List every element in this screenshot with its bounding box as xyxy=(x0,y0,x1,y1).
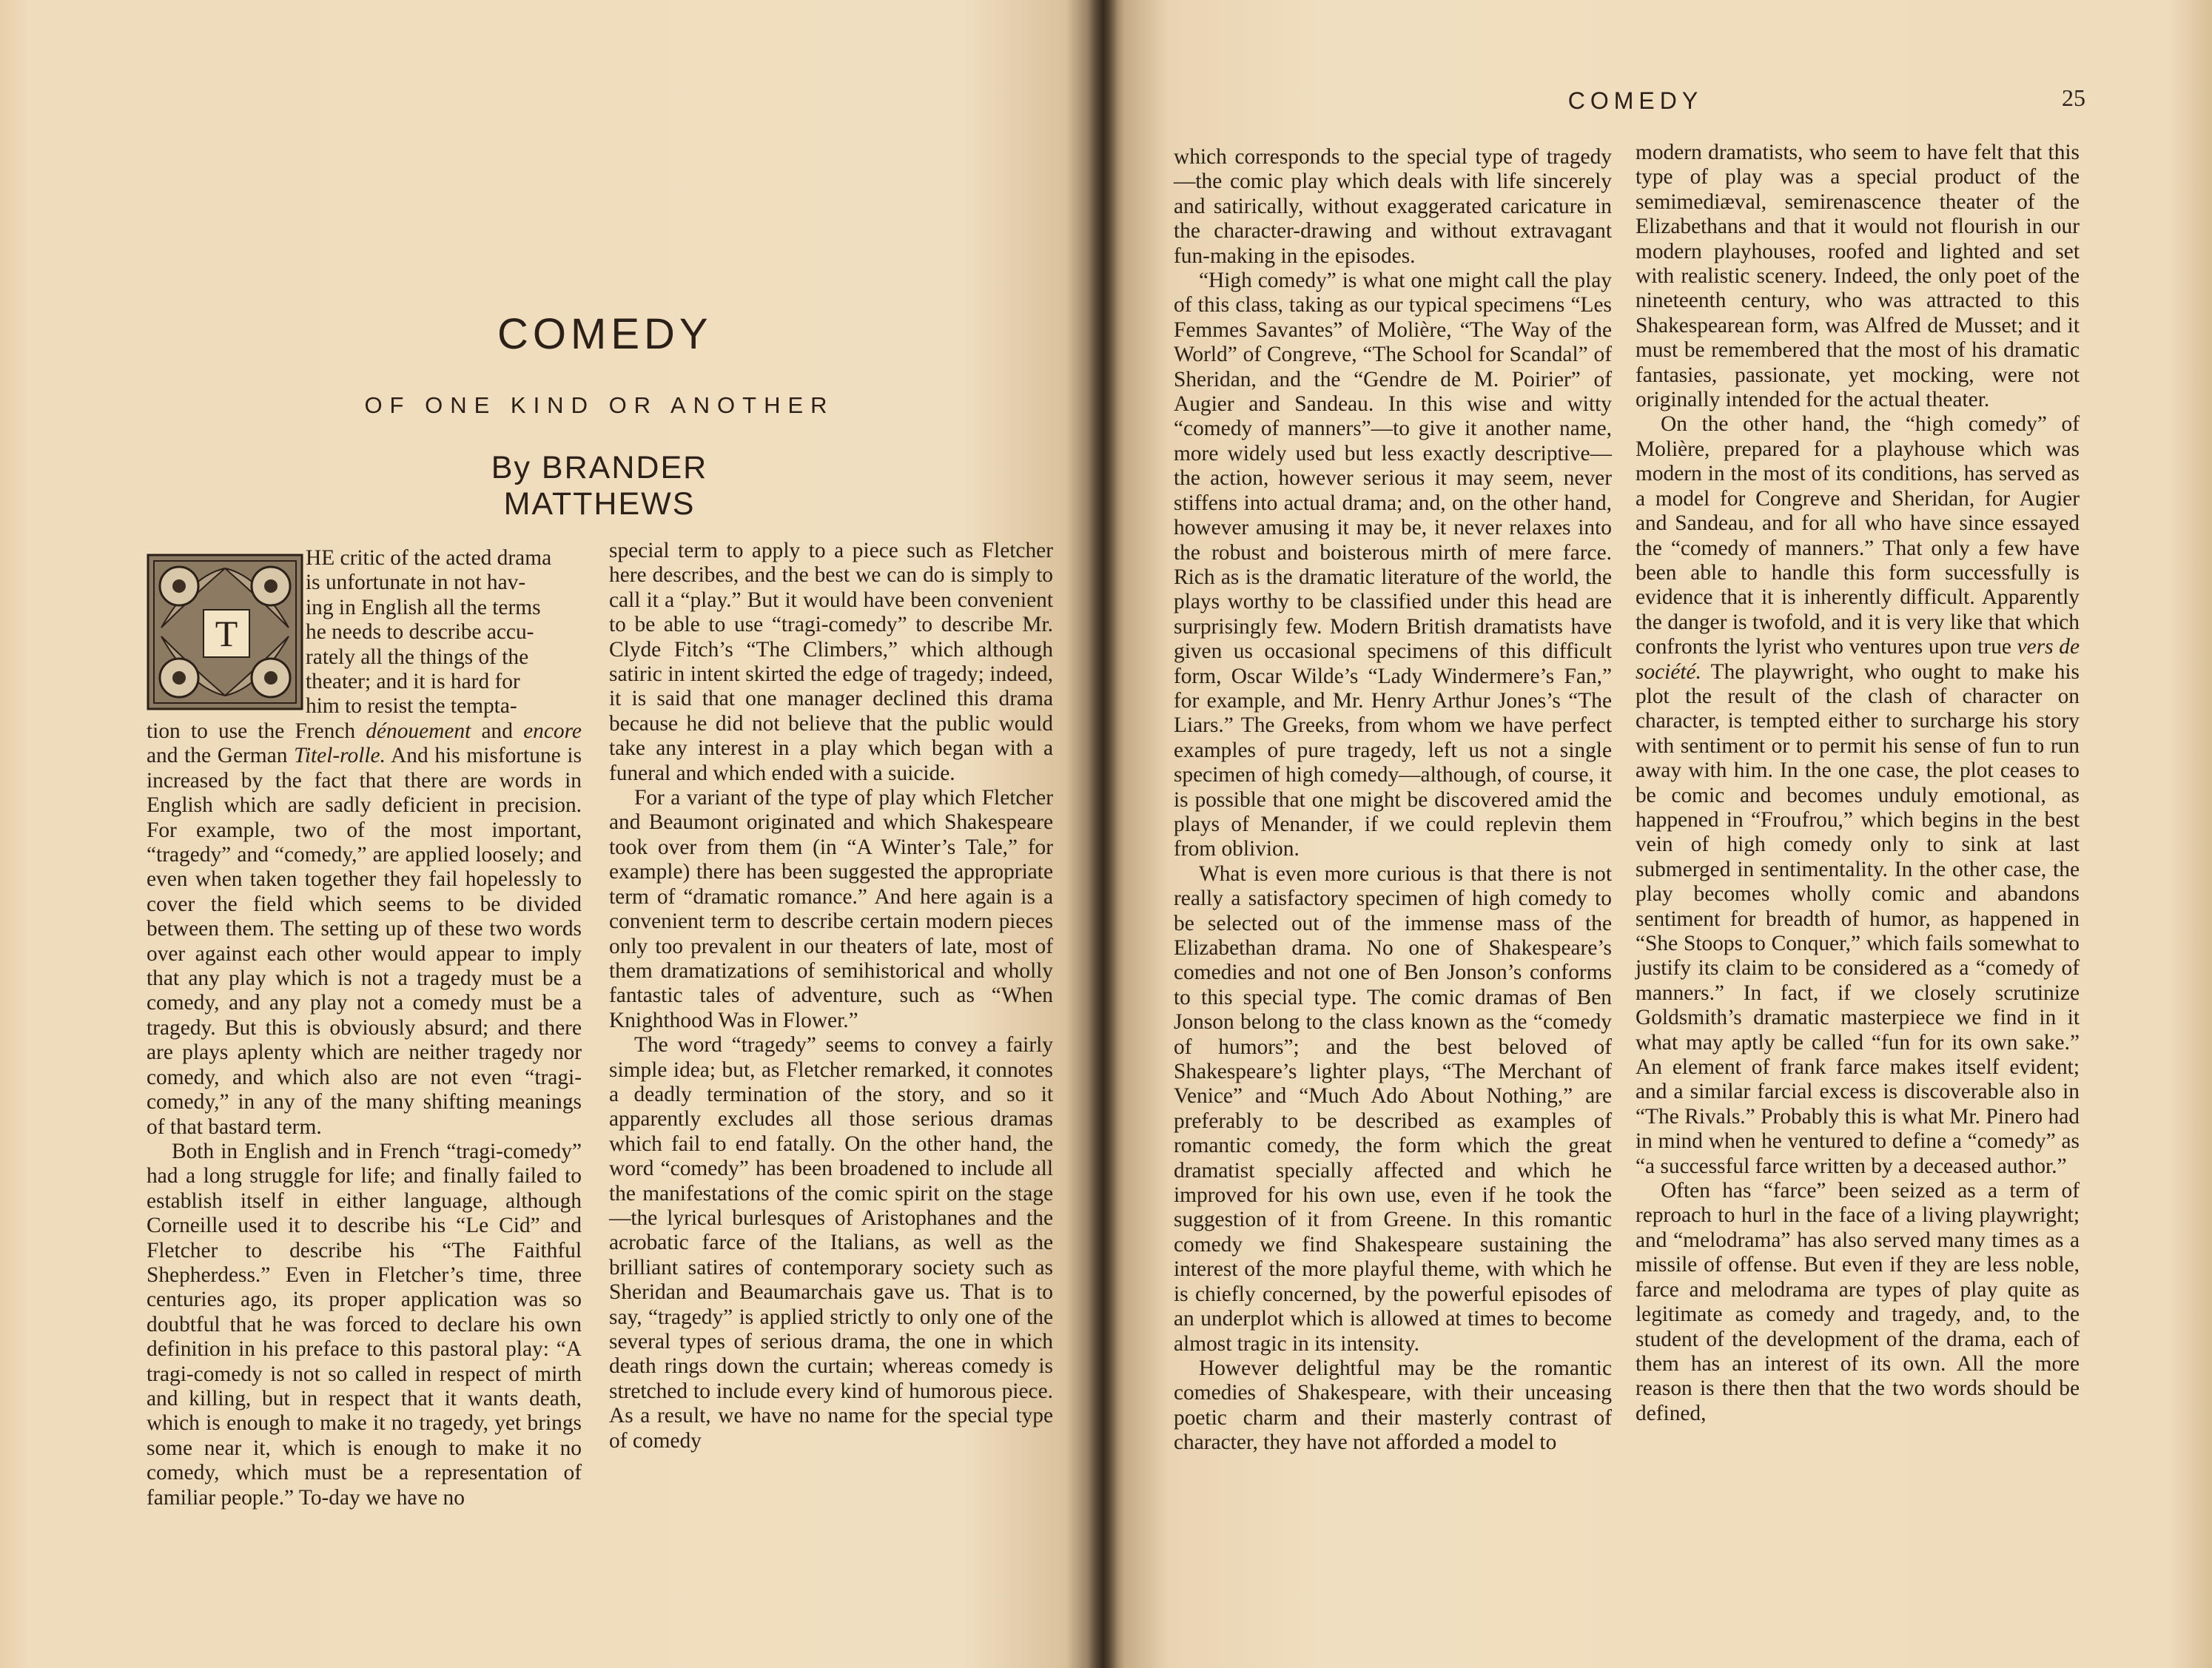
text-run: On the other hand, the “high comedy” of Molière, prepared for a playhouse which was modern in the most of its conditions, has served as a model for Congreve and Sheridan, for Augier and Sandeau, and for all who have since essayed the “comedy of manners.” That only a few have been able to handle this form successfully is evidence that it is inherently difficult. Apparently the danger is twofold, and it is very like that which confronts the lyrist who ventures upon true xyxy=(1636,412,2080,659)
paragraph: modern dramatists, who seem to have felt that this type of play was a special product of the semimediæval, semirenascence theater of the Elizabethans and that it would not flourish in our modern playhouses, roofed and lighted and set with realistic scenery. Indeed, the only poet of the nineteenth century, who was attracted to this Shakespearean form, was Alfred de Musset; and it must be remembered that the most of his dramatic fantasies, passionate, yet mocking, were not originally intended for the actual theater. xyxy=(1636,141,2080,412)
paragraph: special term to apply to a piece such as Fletcher here describes, and the best we can do is simply to call it a “play.” But it would have been convenient to be able to use “tragi-comedy” to describe Mr. Clyde Fitch’s “The Climbers,” which although satiric in intent skirted the edge of tragedy; indeed, it is said that one manager declined this drama because he did not believe that the public would take any interest in a play which began with a funeral and which ended with a suicide. xyxy=(609,539,1053,785)
opening-line: is unfortunate in not hav- xyxy=(306,571,526,595)
opening-line: rately all the things of the xyxy=(306,645,529,669)
text-run: And his misfortune is increased by the fact that there are words in English which are sadly deficient in precision. For example, two of the most important, “tragedy” and “comedy,” are applied loosely; and even when taken together they fail hopelessly to cover the field which seems to be divided between them. The setting up of these two words over against each other would appear to imply that any play which is not a tragedy must be a comedy, and any play not a comedy must be a tragedy. But this is obviously absurd; and there are plays aplenty which are neither tragedy nor comedy, and which also are not even “tragi-comedy,” in any of the many shifting meanings of that bastard term. xyxy=(147,744,582,1139)
paragraph: Often has “farce” been seized as a term of reproach to hurl in the face of a living playwright; and “melodrama” has also served many times as a missile of offense. But even if they are less noble, farce and melodrama are types of play quite as legitimate as comedy and tragedy, and, to the student of the development of the drama, each of them has an interest of its own. All the more reason is there then that the two words should be defined, xyxy=(1636,1179,2080,1425)
text-run: and xyxy=(471,719,524,743)
opening-line: HE critic of the acted drama xyxy=(306,546,552,570)
left-page xyxy=(0,0,1103,1668)
italic-term: encore xyxy=(523,719,582,743)
column-2 xyxy=(609,539,1053,1453)
column-4 xyxy=(1636,141,2080,1426)
opening-line: he needs to describe accu- xyxy=(306,620,534,645)
article-byline: By BRANDER MATTHEWS xyxy=(491,450,708,522)
paragraph: What is even more curious is that there is not really a satisfactory specimen of high comedy to be selected out of the immense mass of the Elizabethan drama. No one of Shakespeare’s comedies and not one of Ben Jonson’s conforms to this special type. The comic dramas of Ben Jonson belong to the class known as the “comedy of humors”; and the best beloved of Shakespeare’s lighter plays, “The Merchant of Venice” and “Much Ado About Nothing,” are preferably to be described as examples of romantic comedy, the form which the great dramatist specially affected and which he improved for his own use, even if he took the suggestion of it from Greene. In this romantic comedy we find Shakespeare sustaining the interest of the more playful theme, with which he is chiefly concerned, by the powerful episodes of an underplot which is allowed at times to become almost tragic in its intensity. xyxy=(1174,861,1612,1356)
italic-term: Titel-rolle. xyxy=(294,744,386,768)
right-page xyxy=(1103,0,2212,1668)
paragraph xyxy=(147,719,582,1140)
opening-line: theater; and it is hard for xyxy=(306,670,520,694)
opening-line: him to resist the tempta- xyxy=(306,694,517,719)
paragraph: For a variant of the type of play which Fletcher and Beaumont originated and which Shakespeare took over from them (in “A Winter’s Tale,” for example) there has been suggested the appropriate term of “dramatic romance.” And here again is a convenient term to describe certain modern pieces only too prevalent in our theaters of late, most of them dramatizations of semihistorical and wholly fantastic tales of adventure, such as “When Knighthood Was in Flower.” xyxy=(609,786,1053,1032)
column-1 xyxy=(147,719,582,1510)
paragraph xyxy=(1636,412,2080,1179)
paragraph: which corresponds to the special type of tragedy—the comic play which deals with life sincerely and satirically, without exaggerated caricature in the character-drawing and without extravagant fun-making in the episodes. xyxy=(1174,145,1612,268)
italic-term: vers de société. xyxy=(1636,635,2080,684)
column-1-opening xyxy=(306,546,581,719)
italic-term: dénouement xyxy=(366,719,471,743)
column-3 xyxy=(1174,145,1612,1456)
article-subtitle: OF ONE KIND OR ANOTHER xyxy=(364,392,835,418)
opening-line: ing in English all the terms xyxy=(306,595,541,619)
paragraph: However delightful may be the romantic comedies of Shakespeare, with their unceasing poetic charm and their masterly contrast of character, they have not afforded a model to xyxy=(1174,1356,1612,1455)
paragraph: The word “tragedy” seems to convey a fairly simple idea; but, as Fletcher remarked, it connotes a deadly termination of the story, and so it apparently excludes all those serious dramas which fail to end fatally. On the other hand, the word “comedy” has been broadened to include all the manifestations of the comic spirit on the stage—the lyrical burlesques of Aristophanes and the acrobatic farce of the Italians, as well as the brilliant satires of contemporary society such as Sheridan and Beaumarchais gave us. That is to say, “tragedy” is applied strictly to only one of the several types of serious drama, the one in which death rings down the curtain; whereas comedy is stretched to include every kind of humorous piece. As a result, we have no name for the special type of comedy xyxy=(609,1033,1053,1453)
text-run: and the German xyxy=(147,744,295,768)
paragraph: “High comedy” is what one might call the play of this class, taking as our typical specimens “Les Femmes Savantes” of Molière, “The Way of the World” of Congreve, “The School for Scandal” of Sheridan, and the “Gendre de M. Poirier” of Augier and Sandeau. In this wise and witty “comedy of manners”—to give it another name, more widely used but less exactly descriptive—the action, however serious it may seem, never stiffens into actual drama; and, on the other hand, however amusing it may be, it never relaxes into the robust and boisterous mirth of mere farce. Rich as is the dramatic literature of the world, the plays worthy to be classified under this head are surprisingly few. Modern British dramatists have given us occasional specimens of this difficult form, Oscar Wilde’s “Lady Windermere’s Fan,” for example, and Mr. Henry Arthur Jones’s “The Liars.” The Greeks, from whom we have perfect examples of pure tragedy, left us not a single specimen of high comedy—although, of course, it is possible that one might be discovered amid the plays of Menander, if we could replevin them from oblivion. xyxy=(1174,269,1612,861)
text-run: The playwright, who ought to make his plot the result of the clash of character on character, is tempted either to surcharge his story with sentiment or to permit his sense of fun to run away with him. In the one case, the plot ceases to be comic and becomes unduly emotional, as happened in “Froufrou,” which begins in the best vein of high comedy only to sink at last submerged in sentimentality. In the other case, the play becomes wholly comic and abandons sentiment for breadth of humor, as happened in “She Stoops to Conquer,” which fails somewhat to justify its claim to be considered as a “comedy of manners.” In fact, if we closely scrutinize Goldsmith’s dramatic masterpiece we find in it what may aptly be called “fun for its own sake.” An element of frank farce makes itself evident; and a similar farcial excess is discoverable also in “The Rivals.” Probably this is what Mr. Pinero had in mind when he ventured to define a “comedy” as “a successful farce written by a deceased author.” xyxy=(1636,659,2080,1178)
article-title: COMEDY xyxy=(497,310,713,358)
paragraph: Both in English and in French “tragi-comedy” had a long struggle for life; and finally failed to establish itself in either language, although Corneille used it to describe his “Le Cid” and Fletcher to describe his “The Faithful Shepherdess.” Even in Fletcher’s time, three centuries ago, its proper application was so doubtful that he was forced to declare his own definition in his preface to this pastoral play: “A tragi-comedy is not so called in respect of mirth and killing, but in respect that it wants death, which is enough to make it no tragedy, yet brings some near it, which is enough to make it no comedy, which must be a representation of familiar people.” To-day we have no xyxy=(147,1139,582,1510)
page-number: 25 xyxy=(2062,84,2085,111)
text-run: tion to use the French xyxy=(147,719,366,743)
drop-cap-letter: T xyxy=(203,609,250,658)
ornamental-initial xyxy=(147,554,303,710)
running-head: COMEDY xyxy=(1567,87,1704,114)
